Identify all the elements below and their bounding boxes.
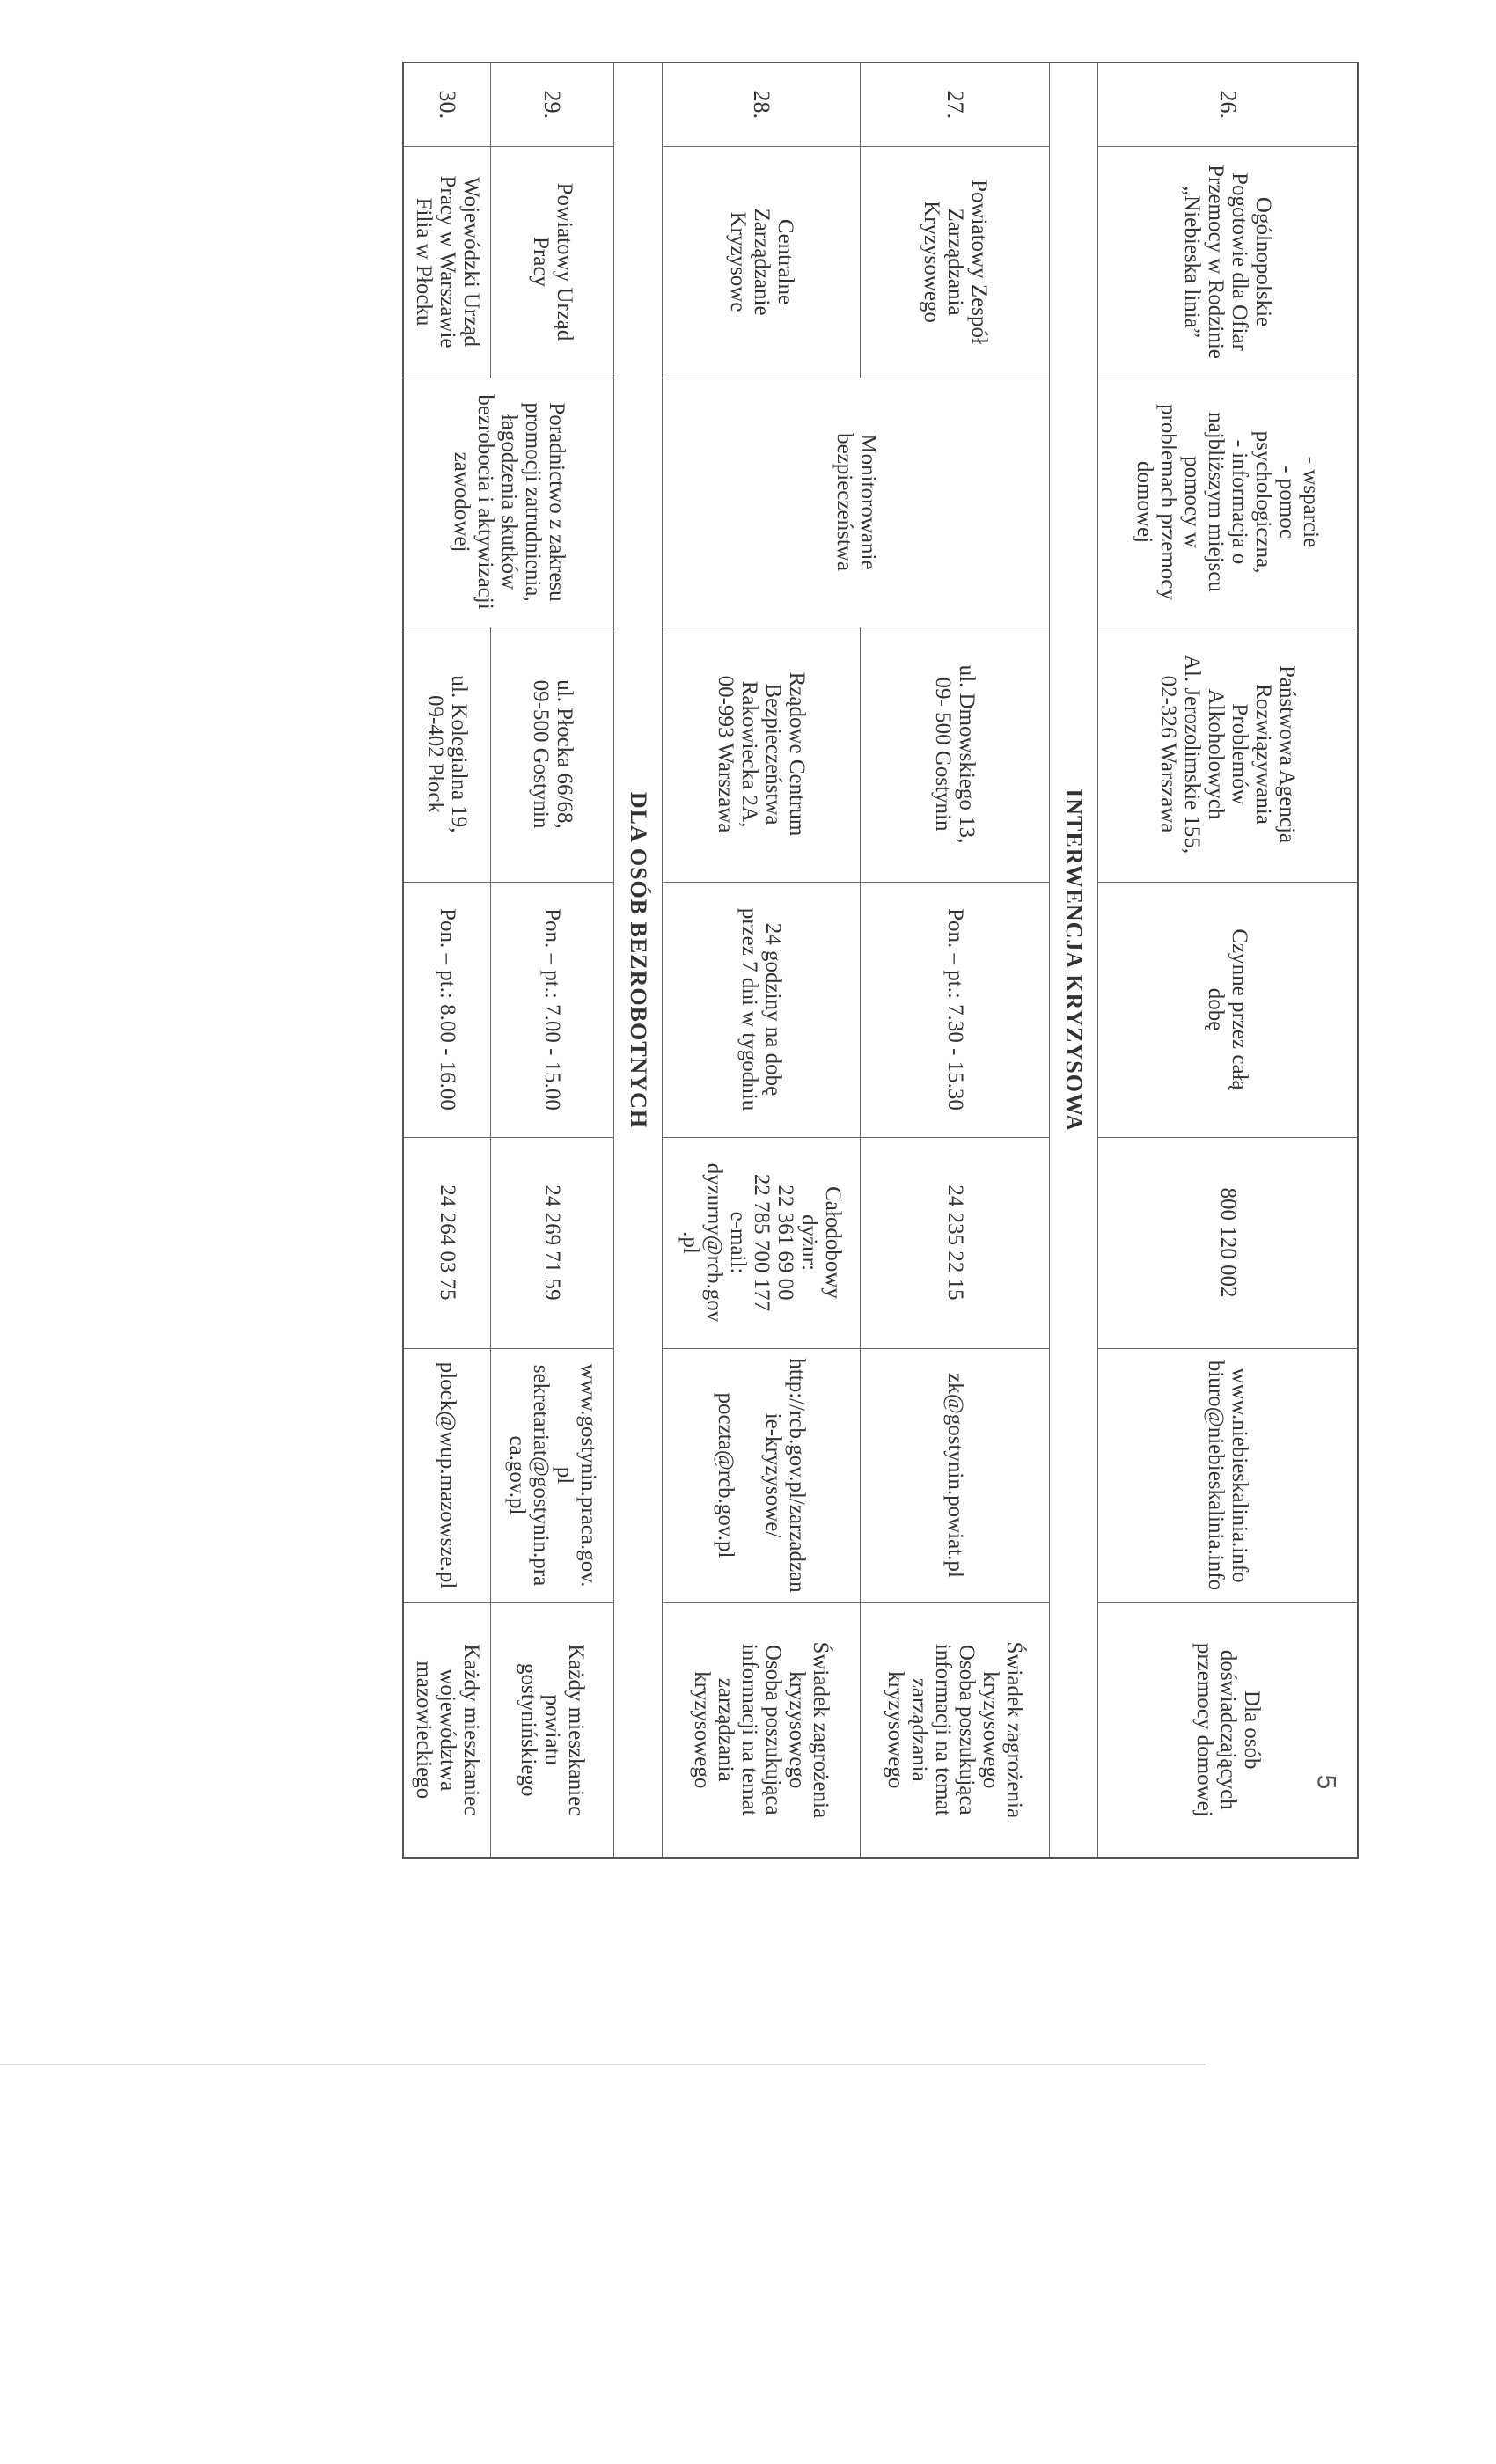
section-heading: INTERWENCJA KRYZYSOWA	[1050, 62, 1098, 1858]
phone	[663, 1137, 861, 1348]
text-line: Pon. – pt.: 7.00 - 15.00	[540, 908, 565, 1111]
text-line: Pon. – pt.: 8.00 - 16.00	[435, 908, 459, 1111]
text-line: 24 264 03 75	[435, 1184, 459, 1301]
table-row-29	[491, 62, 614, 1858]
text-line: Zarządzanie	[750, 208, 774, 316]
text-line: 800 120 002	[1215, 1187, 1240, 1298]
text-line: www.niebieskalinia.info	[1228, 1368, 1252, 1583]
row-number: 30.	[403, 62, 491, 146]
text-line: 22 785 700 177	[750, 1173, 774, 1312]
text-line: Czynne przez całą	[1228, 928, 1252, 1090]
text-line: województwa	[435, 1668, 459, 1792]
text-line: „Niebieska linia”	[1180, 186, 1205, 338]
text-line: Wojewódzki Urząd	[458, 176, 483, 348]
scope-of-help	[663, 378, 1050, 627]
row-number: 26.	[1098, 62, 1358, 146]
scope-of-help	[1098, 378, 1358, 627]
text-line: Powiatowy Zespół	[967, 180, 991, 344]
text-line: Przemocy w Rodzinie	[1204, 165, 1228, 359]
text-line: kryzysowego	[690, 1671, 715, 1789]
section-row-crisis	[1050, 62, 1098, 1858]
scan-divider-line	[0, 2064, 1206, 2065]
opening-hours	[663, 882, 861, 1137]
text-line: Rakowiecka 2A,	[737, 680, 762, 828]
text-line: Al. Jerozolimskie 155,	[1180, 654, 1205, 854]
section-heading: DLA OSÓB BEZROBOTNYCH	[614, 62, 663, 1858]
institution-name	[403, 146, 491, 378]
institution-name	[861, 146, 1050, 378]
text-line: Powiatowy Urząd	[553, 182, 576, 341]
text-line: Bezpieczeństwa	[761, 683, 786, 825]
text-line	[738, 1354, 762, 1597]
text-line: - pomoc	[1275, 466, 1300, 539]
text-line: 22 361 69 00	[774, 1184, 797, 1301]
text-line: ca.gov.pl	[505, 1435, 529, 1515]
phone	[403, 1137, 491, 1348]
text-line: przez 7 dni w tygodniu	[737, 907, 762, 1111]
text-line: www.gostynin.praca.gov.	[576, 1363, 600, 1588]
text-line: gostynińskiego	[517, 1663, 541, 1797]
text-line: dyżur:	[797, 1214, 821, 1271]
text-line: powiatu	[540, 1694, 565, 1766]
text-line: Pracy	[529, 237, 553, 287]
text-line: 24 269 71 59	[540, 1184, 565, 1301]
text-line: kryzysowego	[979, 1671, 1003, 1789]
text-line: pomocy w	[1180, 456, 1205, 548]
text-line: biuro@niebieskalinia.info	[1204, 1360, 1228, 1591]
text-line: Kryzysowe	[726, 211, 750, 312]
web-email	[1098, 1348, 1358, 1602]
institutions-table	[402, 62, 1359, 1859]
institution-name	[491, 146, 614, 378]
opening-hours	[861, 882, 1050, 1137]
text-line: zarządzania	[714, 1677, 738, 1782]
row-number: 27.	[861, 62, 1050, 146]
text-line: Rządowe Centrum	[785, 671, 810, 837]
text-line: zawodowej	[449, 451, 473, 553]
opening-hours	[1098, 882, 1358, 1137]
target-group	[861, 1602, 1050, 1858]
scope-of-help	[403, 378, 614, 627]
text-line: Filia w Płocku	[411, 197, 436, 326]
text-line: sekretariat@gostynin.pra	[529, 1364, 553, 1587]
text-line: 09-500 Gostynin	[529, 679, 553, 829]
text-line: problemach przemocy	[1156, 404, 1181, 600]
text-line: Dla osób	[1239, 1690, 1264, 1770]
text-line: promocji zatrudnienia,	[520, 402, 545, 602]
text-line: ul. Kolegialna 19,	[447, 675, 472, 833]
table-row-27	[861, 62, 1050, 1858]
text-line: informacji na temat	[931, 1643, 956, 1816]
address	[663, 627, 861, 882]
text-line: .pl	[678, 1231, 702, 1254]
target-group	[403, 1602, 491, 1858]
text-line: Rozwiązywania	[1251, 684, 1276, 825]
text-line: Świadek zagrożenia	[1002, 1641, 1027, 1819]
phone	[861, 1137, 1050, 1348]
text-line: Centralne	[774, 218, 797, 305]
text-line: ul. Dmowskiego 13,	[955, 664, 979, 844]
text-line: Każdy mieszkaniec	[458, 1644, 483, 1816]
text-line: - informacja o	[1228, 439, 1252, 565]
target-group	[491, 1602, 614, 1858]
text-line: ie-kryzysowe/	[761, 1412, 786, 1538]
section-row-unemployed	[614, 62, 663, 1858]
text-line: zarządzania	[907, 1677, 932, 1782]
text-line: 24 godziny na dobę	[761, 922, 786, 1096]
address	[403, 627, 491, 882]
text-line: zk@gostynin.powiat.pl	[943, 1373, 967, 1578]
text-line: domowej	[1133, 460, 1157, 544]
web-email	[663, 1348, 861, 1602]
text-line: doświadczających	[1215, 1649, 1240, 1810]
text-line: przemocy domowej	[1192, 1642, 1216, 1817]
text-line: najbliższym miejscu	[1204, 412, 1228, 592]
address	[491, 627, 614, 882]
table-row-26	[1098, 62, 1358, 1858]
web-email	[403, 1348, 491, 1602]
text-line: dyzurny@rcb.gov	[702, 1162, 726, 1323]
text-line: łagodzenia skutków	[496, 414, 521, 590]
text-line: pl	[553, 1466, 576, 1485]
text-line: - wsparcie	[1299, 456, 1324, 548]
text-line: Problemów	[1228, 703, 1252, 805]
row-number: 29.	[491, 62, 614, 146]
rotated-table-page	[387, 62, 1359, 1857]
text-line: e-mail:	[726, 1211, 750, 1274]
target-group	[1098, 1602, 1358, 1858]
text-line: poczta@rcb.gov.pl	[714, 1392, 738, 1558]
text-line: psychologiczna,	[1251, 430, 1276, 574]
text-line: 00-993 Warszawa	[714, 675, 738, 833]
text-line: Państwowa Agencja	[1275, 664, 1300, 844]
row-number: 28.	[663, 62, 861, 146]
address	[861, 627, 1050, 882]
address	[1098, 627, 1358, 882]
web-email	[491, 1348, 614, 1602]
institution-name	[663, 146, 861, 378]
phone	[491, 1137, 614, 1348]
phone	[1098, 1137, 1358, 1348]
text-line: Osoba poszukująca	[955, 1644, 979, 1815]
text-line: http://rcb.gov.pl/zarzadzan	[785, 1358, 810, 1593]
text-line: Całodobowy	[821, 1186, 845, 1299]
text-line: Monitorowanie	[856, 434, 880, 570]
opening-hours	[403, 882, 491, 1137]
institution-name	[1098, 146, 1358, 378]
text-line: Każdy mieszkaniec	[564, 1644, 589, 1816]
table-row-30	[403, 62, 491, 1858]
text-line: Zarządzania	[943, 208, 967, 316]
text-line: Kryzysowego	[920, 201, 943, 323]
text-line: Osoba poszukująca	[761, 1644, 786, 1815]
text-line: Świadek zagrożenia	[809, 1641, 833, 1819]
text-line: dobę	[1204, 987, 1228, 1031]
text-line: Ogólnopolskie	[1251, 196, 1276, 327]
text-line: ul. Płocka 66/68,	[553, 679, 576, 829]
text-line: Alkoholowych	[1204, 688, 1228, 820]
text-line: Poradnictwo z zakresu	[544, 402, 568, 602]
table-row-28	[663, 62, 861, 1858]
text-line: bezrobocia i aktywizacji	[473, 394, 497, 610]
text-line: Pon. – pt.: 7.30 - 15.30	[943, 908, 967, 1111]
text-line: kryzysowego	[884, 1671, 908, 1789]
text-line: informacji na temat	[737, 1643, 762, 1816]
target-group	[663, 1602, 861, 1858]
text-line: kryzysowego	[785, 1671, 810, 1789]
text-line: Pogotowie dla Ofiar	[1228, 172, 1252, 351]
text-line: 24 235 22 15	[943, 1184, 967, 1301]
web-email	[861, 1348, 1050, 1602]
text-line: mazowieckiego	[411, 1661, 436, 1800]
text-line: 02-326 Warszawa	[1156, 675, 1181, 833]
text-line: 09-402 Płock	[423, 694, 448, 814]
text-line: 09- 500 Gostynin	[931, 677, 956, 832]
page-number: 5	[1311, 1774, 1341, 1790]
text-line: bezpieczeństwa	[832, 433, 856, 571]
text-line: Pracy w Warszawie	[435, 175, 459, 348]
text-line: plock@wup.mazowsze.pl	[435, 1361, 459, 1589]
opening-hours	[491, 882, 614, 1137]
